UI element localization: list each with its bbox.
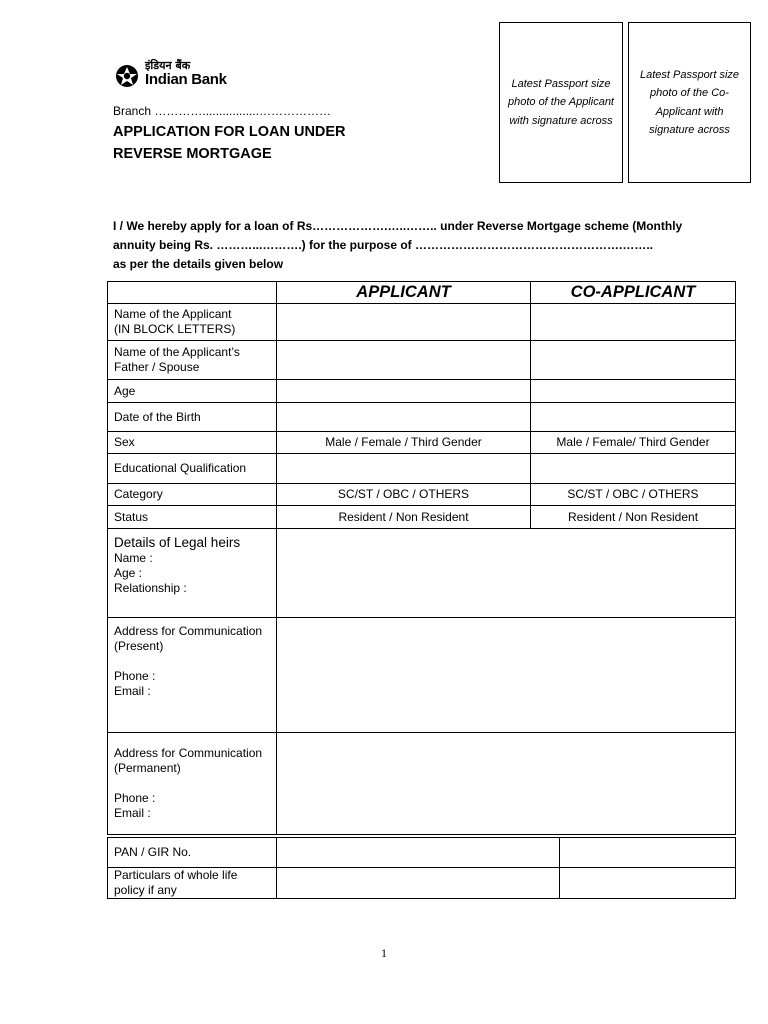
applicant-education-field[interactable] <box>277 454 531 484</box>
form-title-line2: REVERSE MORTGAGE <box>113 146 272 162</box>
co-applicant-pan-field[interactable] <box>560 838 736 868</box>
row-label: Sex <box>108 432 277 454</box>
branch-line: Branch ………….................……………… <box>113 104 332 118</box>
applicant-pan-field[interactable] <box>277 838 560 868</box>
statement-line2: annuity being Rs. ………...……….) for the purpose of …………………………………………….…….. <box>113 238 654 252</box>
row-label: Age <box>108 380 277 403</box>
co-applicant-photo-box[interactable] <box>628 22 751 183</box>
statement-line1: I / We hereby apply for a loan of Rs……………….…..…….. under Reverse Mortgage scheme (Monthly <box>113 219 683 233</box>
logo-hindi-text: इंडियन बैंक <box>145 59 191 72</box>
pan-label: PAN / GIR No. <box>108 838 277 868</box>
co-applicant-policy-field[interactable] <box>560 868 736 899</box>
applicant-photo-caption: Latest Passport size photo of the Applicant with signature across <box>507 77 614 127</box>
applicant-status-options[interactable]: Resident / Non Resident <box>277 506 531 529</box>
statement-line3: as per the details given below <box>113 257 284 271</box>
table-row <box>108 484 736 506</box>
row-label: Status <box>108 506 277 529</box>
table-row <box>108 380 736 403</box>
indian-bank-logo <box>113 58 233 92</box>
form-title <box>113 121 433 165</box>
header-empty-cell <box>108 282 277 304</box>
row-label: Educational Qualification <box>108 454 277 484</box>
address-present-label: Address for Communication (Present) Phone : Email : <box>108 618 277 733</box>
form-title-line1: APPLICATION FOR LOAN UNDER <box>113 124 346 140</box>
policy-label: Particulars of whole life policy if any <box>108 868 277 899</box>
co-applicant-education-field[interactable] <box>531 454 736 484</box>
table-row <box>108 838 736 868</box>
table-row <box>108 432 736 454</box>
table-row <box>108 506 736 529</box>
table-row <box>108 454 736 484</box>
table-row <box>108 868 736 899</box>
row-label: Name of the Applicant’s Father / Spouse <box>108 341 277 380</box>
address-permanent-row <box>108 733 736 835</box>
row-label: Category <box>108 484 277 506</box>
co-applicant-age-field[interactable] <box>531 380 736 403</box>
applicant-details-table <box>107 281 736 835</box>
pan-policy-table <box>107 837 736 899</box>
co-applicant-status-options[interactable]: Resident / Non Resident <box>531 506 736 529</box>
co-applicant-category-options[interactable]: SC/ST / OBC / OTHERS <box>531 484 736 506</box>
address-permanent-field[interactable] <box>277 733 736 835</box>
co-applicant-father-spouse-field[interactable] <box>531 341 736 380</box>
legal-heirs-label <box>108 529 277 618</box>
applicant-category-options[interactable]: SC/ST / OBC / OTHERS <box>277 484 531 506</box>
co-applicant-name-field[interactable] <box>531 304 736 341</box>
legal-heirs-row <box>108 529 736 618</box>
logo-english-text: Indian Bank <box>145 71 227 88</box>
table-row <box>108 341 736 380</box>
applicant-dob-field[interactable] <box>277 403 531 432</box>
applicant-father-spouse-field[interactable] <box>277 341 531 380</box>
row-label: Name of the Applicant (IN BLOCK LETTERS) <box>108 304 277 341</box>
table-row <box>108 403 736 432</box>
applicant-photo-box[interactable] <box>499 22 623 183</box>
co-applicant-photo-caption: Latest Passport size photo of the Co-Applicant with signature across <box>639 68 740 136</box>
bank-logo-icon <box>113 63 141 89</box>
address-present-field[interactable] <box>277 618 736 733</box>
applicant-column-header: APPLICANT <box>277 282 531 304</box>
address-present-row <box>108 618 736 733</box>
co-applicant-dob-field[interactable] <box>531 403 736 432</box>
table-header-row <box>108 282 736 304</box>
legal-heirs-field[interactable] <box>277 529 736 618</box>
address-permanent-label: Address for Communication (Permanent) Phone : Email : <box>108 733 277 835</box>
applicant-policy-field[interactable] <box>277 868 560 899</box>
legal-heirs-fields: Name : Age : Relationship : <box>114 551 187 595</box>
applicant-age-field[interactable] <box>277 380 531 403</box>
applicant-sex-options[interactable]: Male / Female / Third Gender <box>277 432 531 454</box>
row-label: Date of the Birth <box>108 403 277 432</box>
table-row <box>108 304 736 341</box>
page-number: 1 <box>381 946 387 960</box>
legal-heirs-title: Details of Legal heirs <box>114 535 241 550</box>
application-statement <box>113 217 738 274</box>
co-applicant-column-header: CO-APPLICANT <box>531 282 736 304</box>
co-applicant-sex-options[interactable]: Male / Female/ Third Gender <box>531 432 736 454</box>
applicant-name-field[interactable] <box>277 304 531 341</box>
